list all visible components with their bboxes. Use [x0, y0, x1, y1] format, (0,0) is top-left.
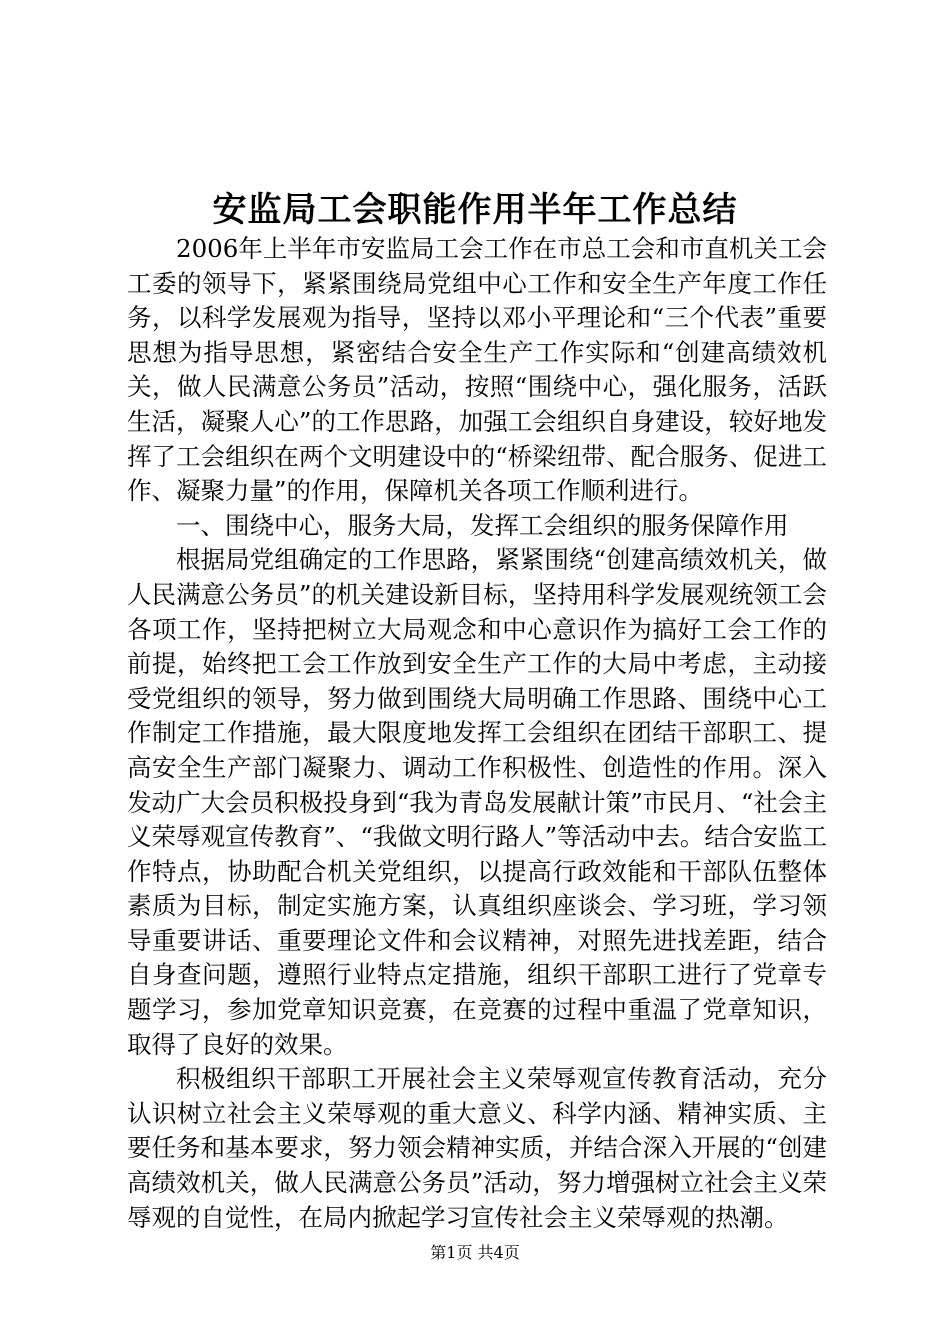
- paragraph-intro: 2006年上半年市安监局工会工作在市总工会和市直机关工会工委的领导下，紧紧围绕局党组中心工作和安全生产年度工作任务，以科学发展观为指导，坚持以邓小平理论和“三个代表”重要思想为指导思想，紧密结合安全生产工作实际和“创建高绩效机关，做人民满意公务员”活动，按照“围绕中心，强化服务，活跃生活，凝聚人心”的工作思路，加强工会组织自身建设，较好地发挥了工会组织在两个文明建设中的“桥梁纽带、配合服务、促进工作、凝聚力量”的作用，保障机关各项工作顺利进行。: [127, 234, 827, 506]
- paragraph-honor-education: 积极组织干部职工开展社会主义荣辱观宣传教育活动，充分认识树立社会主义荣辱观的重大意义、科学内涵、精神实质、主要任务和基本要求，努力领会精神实质，并结合深入开展的“创建高绩效机关，做人民满意公务员”活动，努力增强树立社会主义荣辱观的自觉性，在局内掀起学习宣传社会主义荣辱观的热潮。: [127, 1064, 827, 1232]
- paragraph-section-1: 根据局党组确定的工作思路，紧紧围绕“创建高绩效机关，做人民满意公务员”的机关建设新目标，坚持用科学发展观统领工会各项工作，坚持把树立大局观念和中心意识作为搞好工会工作的前提，始终把工会工作放到安全生产工作的大局中考虑，主动接受党组织的领导，努力做到围绕大局明确工作思路、围绕中心工作制定工作措施，最大限度地发挥工会组织在团结干部职工、提高安全生产部门凝聚力、调动工作积极性、创造性的作用。深入发动广大会员积极投身到“我为青岛发展献计策”市民月、“社会主义荣辱观宣传教育”、“我做文明行路人”等活动中去。结合安监工作特点，协助配合机关党组织，以提高行政效能和干部队伍整体素质为目标，制定实施方案，认真组织座谈会、学习班，学习领导重要讲话、重要理论文件和会议精神，对照先进找差距，结合自身查问题，遵照行业特点定措施，组织干部职工进行了党章专题学习，参加党章知识竞赛，在竞赛的过程中重温了党章知识，取得了良好的效果。: [127, 545, 827, 1059]
- section-heading-1: 一、围绕中心，服务大局，发挥工会组织的服务保障作用: [176, 510, 789, 540]
- document-body: [127, 232, 827, 1235]
- page-footer: 第1页 共4页: [430, 1243, 520, 1262]
- document-title: 安监局工会职能作用半年工作总结: [212, 190, 738, 230]
